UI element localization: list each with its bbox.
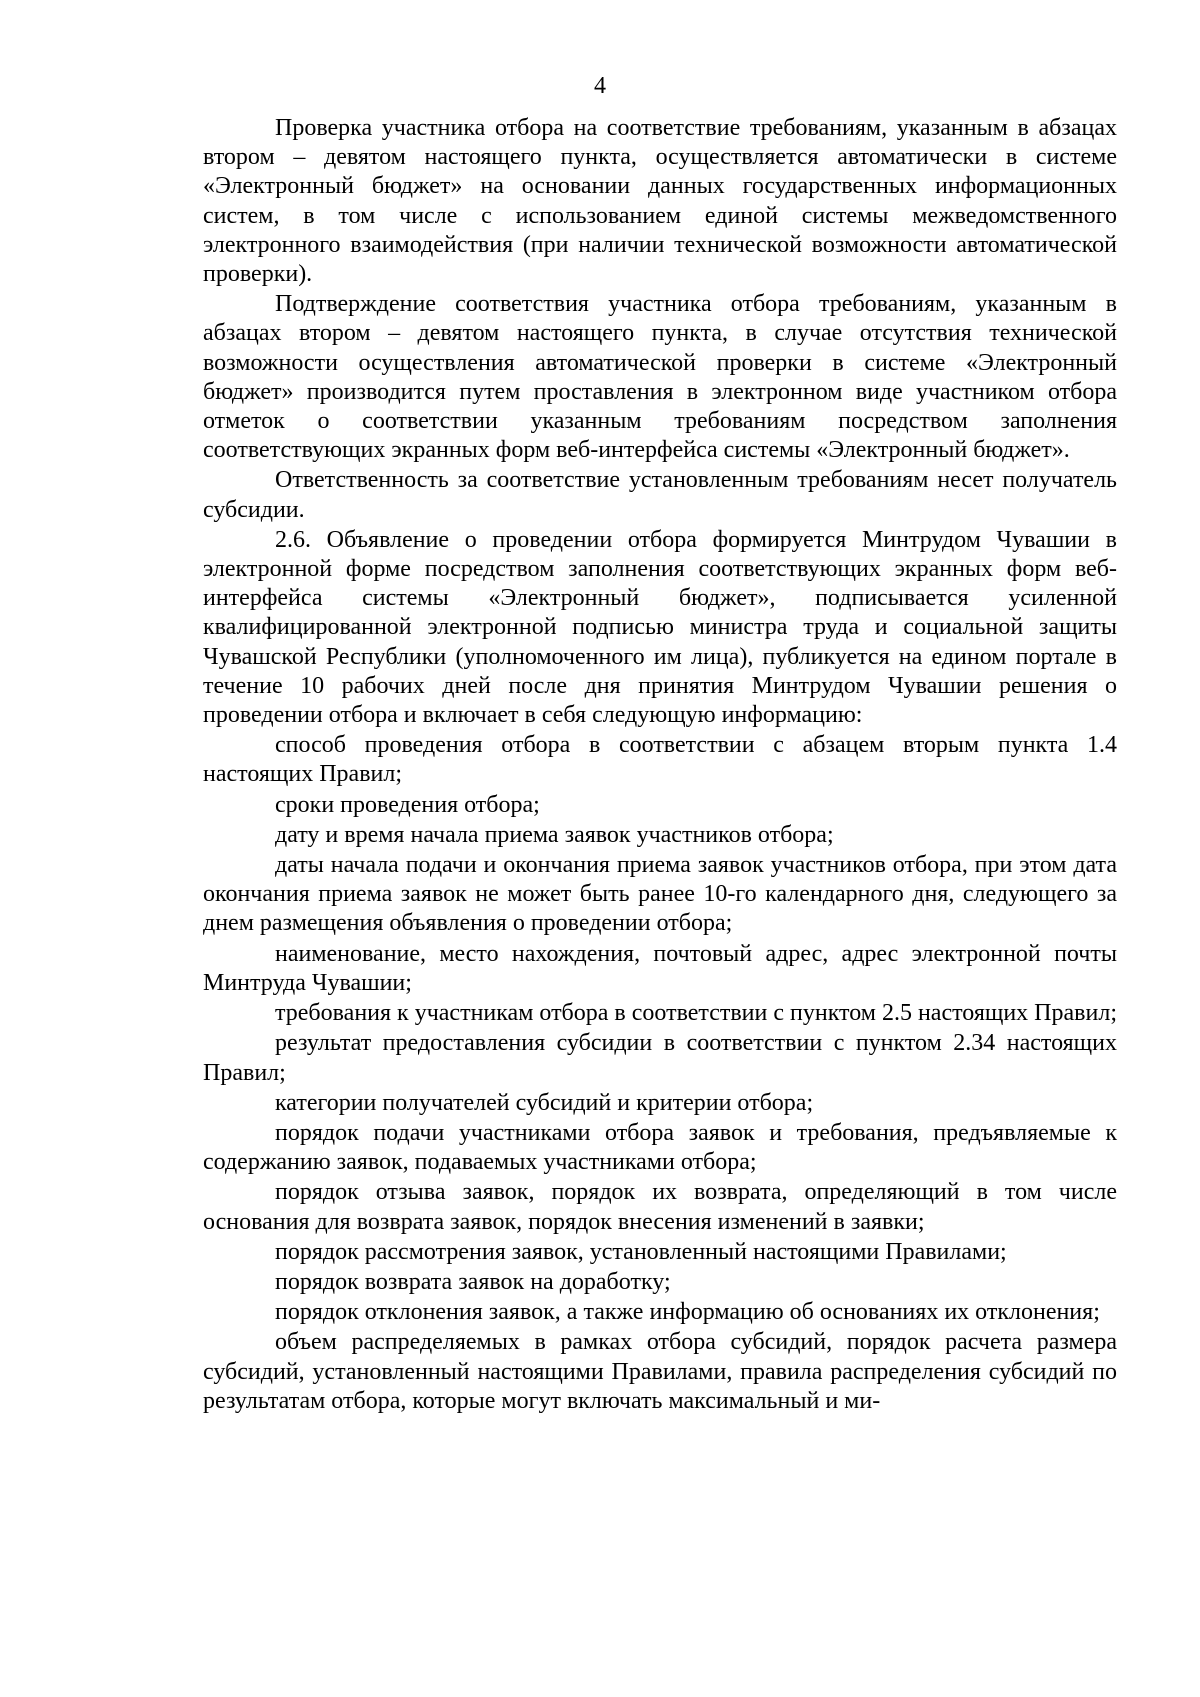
list-item: даты начала подачи и окончания приема заявок участников отбора, при этом дата окончания приема заявок не может быть ранее 10-го календарного дня, следующего за днем размещения объявления о проведении отбора; [203,852,1117,937]
page-number: 4 [594,73,606,99]
list-item: сроки проведения отбора; [275,791,540,818]
paragraph-1: Проверка участника отбора на соответствие требованиям, указанным в абзацах втором – девятом настоящего пункта, осуществляется автоматически в системе «Электронный бюджет» на основании данных государственных информационных систем, в том числе с использованием единой системы межведомственного электронного взаимодействия (при наличии технической возможности автоматической проверки). [203,115,1117,288]
list-item: порядок рассмотрения заявок, установленный настоящими Правилами; [275,1238,1007,1265]
list-item: порядок возврата заявок на доработку; [275,1268,671,1295]
list-item: объем распределяемых в рамках отбора субсидий, порядок расчета размера субсидий, установленный настоящими Правилами, правила распределения субсидий по результатам отбора, которые могут включать максимальный и ми- [203,1329,1117,1414]
list-item: требования к участникам отбора в соответствии с пунктом 2.5 настоящих Правил; [275,1000,1117,1027]
list-item: категории получателей субсидий и критерии отбора; [275,1089,814,1116]
list-item: дату и время начала приема заявок участников отбора; [275,821,834,848]
list-item: результат предоставления субсидии в соответствии с пунктом 2.34 настоящих Правил; [203,1030,1117,1086]
paragraph-4: 2.6. Объявление о проведении отбора формируется Минтрудом Чувашии в электронной форме посредством заполнения соответствующих экранных форм веб-интерфейса системы «Электронный бюджет», подписывается усиленной квалифицированной электронной подписью министра труда и социальной защиты Чувашской Республики (уполномоченного им лица), публикуется на едином портале в течение 10 рабочих дней после дня принятия Минтрудом Чувашии решения о проведении отбора и включает в себя следующую информацию: [203,526,1117,729]
list-item: наименование, место нахождения, почтовый адрес, адрес электронной почты Минтруда Чувашии; [203,940,1117,996]
document-body [203,114,1117,1417]
list-item: порядок отзыва заявок, порядок их возврата, определяющий в том числе основания для возврата заявок, порядок внесения изменений в заявки; [203,1179,1117,1235]
list-item: порядок подачи участниками отбора заявок и требования, предъявляемые к содержанию заявок, подаваемых участниками отбора; [203,1119,1117,1176]
list-item: способ проведения отбора в соответствии с абзацем вторым пункта 1.4 настоящих Правил; [203,732,1117,788]
list-item: порядок отклонения заявок, а также информацию об основаниях их отклонения; [275,1299,1100,1326]
paragraph-3: Ответственность за соответствие установленным требованиям несет получатель субсидии. [203,467,1117,523]
paragraph-2: Подтверждение соответствия участника отбора требованиям, указанным в абзацах втором – девятом настоящего пункта, в случае отсутствия технической возможности осуществления автоматической проверки в системе «Электронный бюджет» производится путем проставления в электронном виде участником отбора отметок о соответствии указанным требованиям посредством заполнения соответствующих экранных форм веб-интерфейса системы «Электронный бюджет». [203,291,1117,464]
